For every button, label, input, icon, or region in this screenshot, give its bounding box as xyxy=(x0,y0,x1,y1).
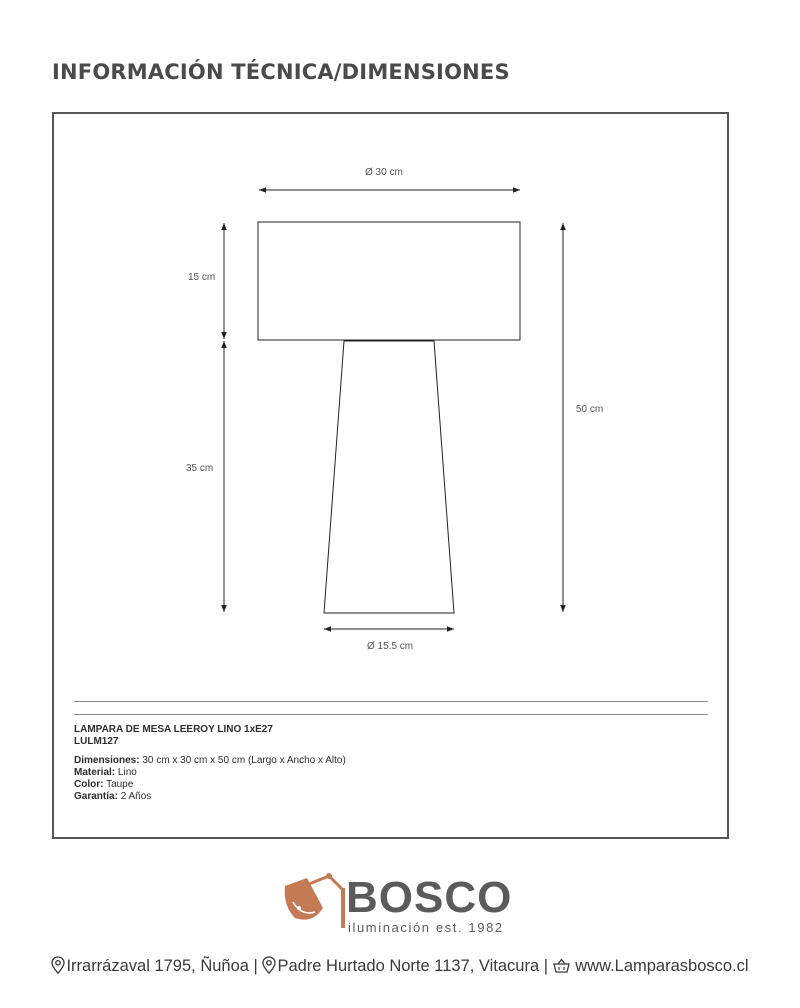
footer-separator: | xyxy=(253,957,258,975)
location-pin-icon xyxy=(51,956,65,979)
spec-row xyxy=(74,755,346,767)
divider-line xyxy=(74,701,708,702)
product-name: LAMPARA DE MESA LEEROY LINO 1xE27 xyxy=(74,724,273,735)
spec-label: Dimensiones: xyxy=(74,755,140,766)
spec-value: Lino xyxy=(117,767,137,778)
shade-height-label: 15 cm xyxy=(188,272,216,283)
spec-row xyxy=(74,779,346,791)
product-code: LULM127 xyxy=(74,736,119,747)
spec-label: Material: xyxy=(74,767,116,778)
base-height-label: 35 cm xyxy=(186,463,214,474)
spec-row xyxy=(74,767,346,779)
spec-value: 30 cm x 30 cm x 50 cm (Largo x Ancho x Alto) xyxy=(142,755,346,766)
product-info xyxy=(74,724,346,803)
spec-value: Taupe xyxy=(106,779,134,790)
footer xyxy=(0,956,800,979)
shopping-basket-icon xyxy=(553,958,570,979)
footer-address-nunoa: Irrarrázaval 1795, Ñuñoa xyxy=(66,957,249,975)
footer-separator: | xyxy=(543,957,549,975)
footer-address-vitacura: Padre Hurtado Norte 1137, Vitacura xyxy=(277,957,540,975)
spec-value: 2 Años xyxy=(120,791,152,802)
brand-tagline: iluminación est. 1982 xyxy=(348,920,504,935)
total-height-label: 50 cm xyxy=(576,404,604,415)
spec-label: Garantía: xyxy=(74,791,118,802)
top-diameter-label: Ø 30 cm xyxy=(365,167,403,178)
website-link[interactable]: www.Lamparasbosco.cl xyxy=(575,957,749,975)
lamp-base-outline xyxy=(324,341,454,613)
spec-row xyxy=(74,791,346,803)
brand-name: BOSCO xyxy=(346,873,513,922)
divider-line xyxy=(74,714,708,715)
lamp-shade-outline xyxy=(258,222,520,340)
base-diameter-label: Ø 15.5 cm xyxy=(367,641,414,652)
page-title: INFORMACIÓN TÉCNICA/DIMENSIONES xyxy=(52,60,510,84)
spec-label: Color: xyxy=(74,779,104,790)
location-pin-icon xyxy=(262,956,276,979)
